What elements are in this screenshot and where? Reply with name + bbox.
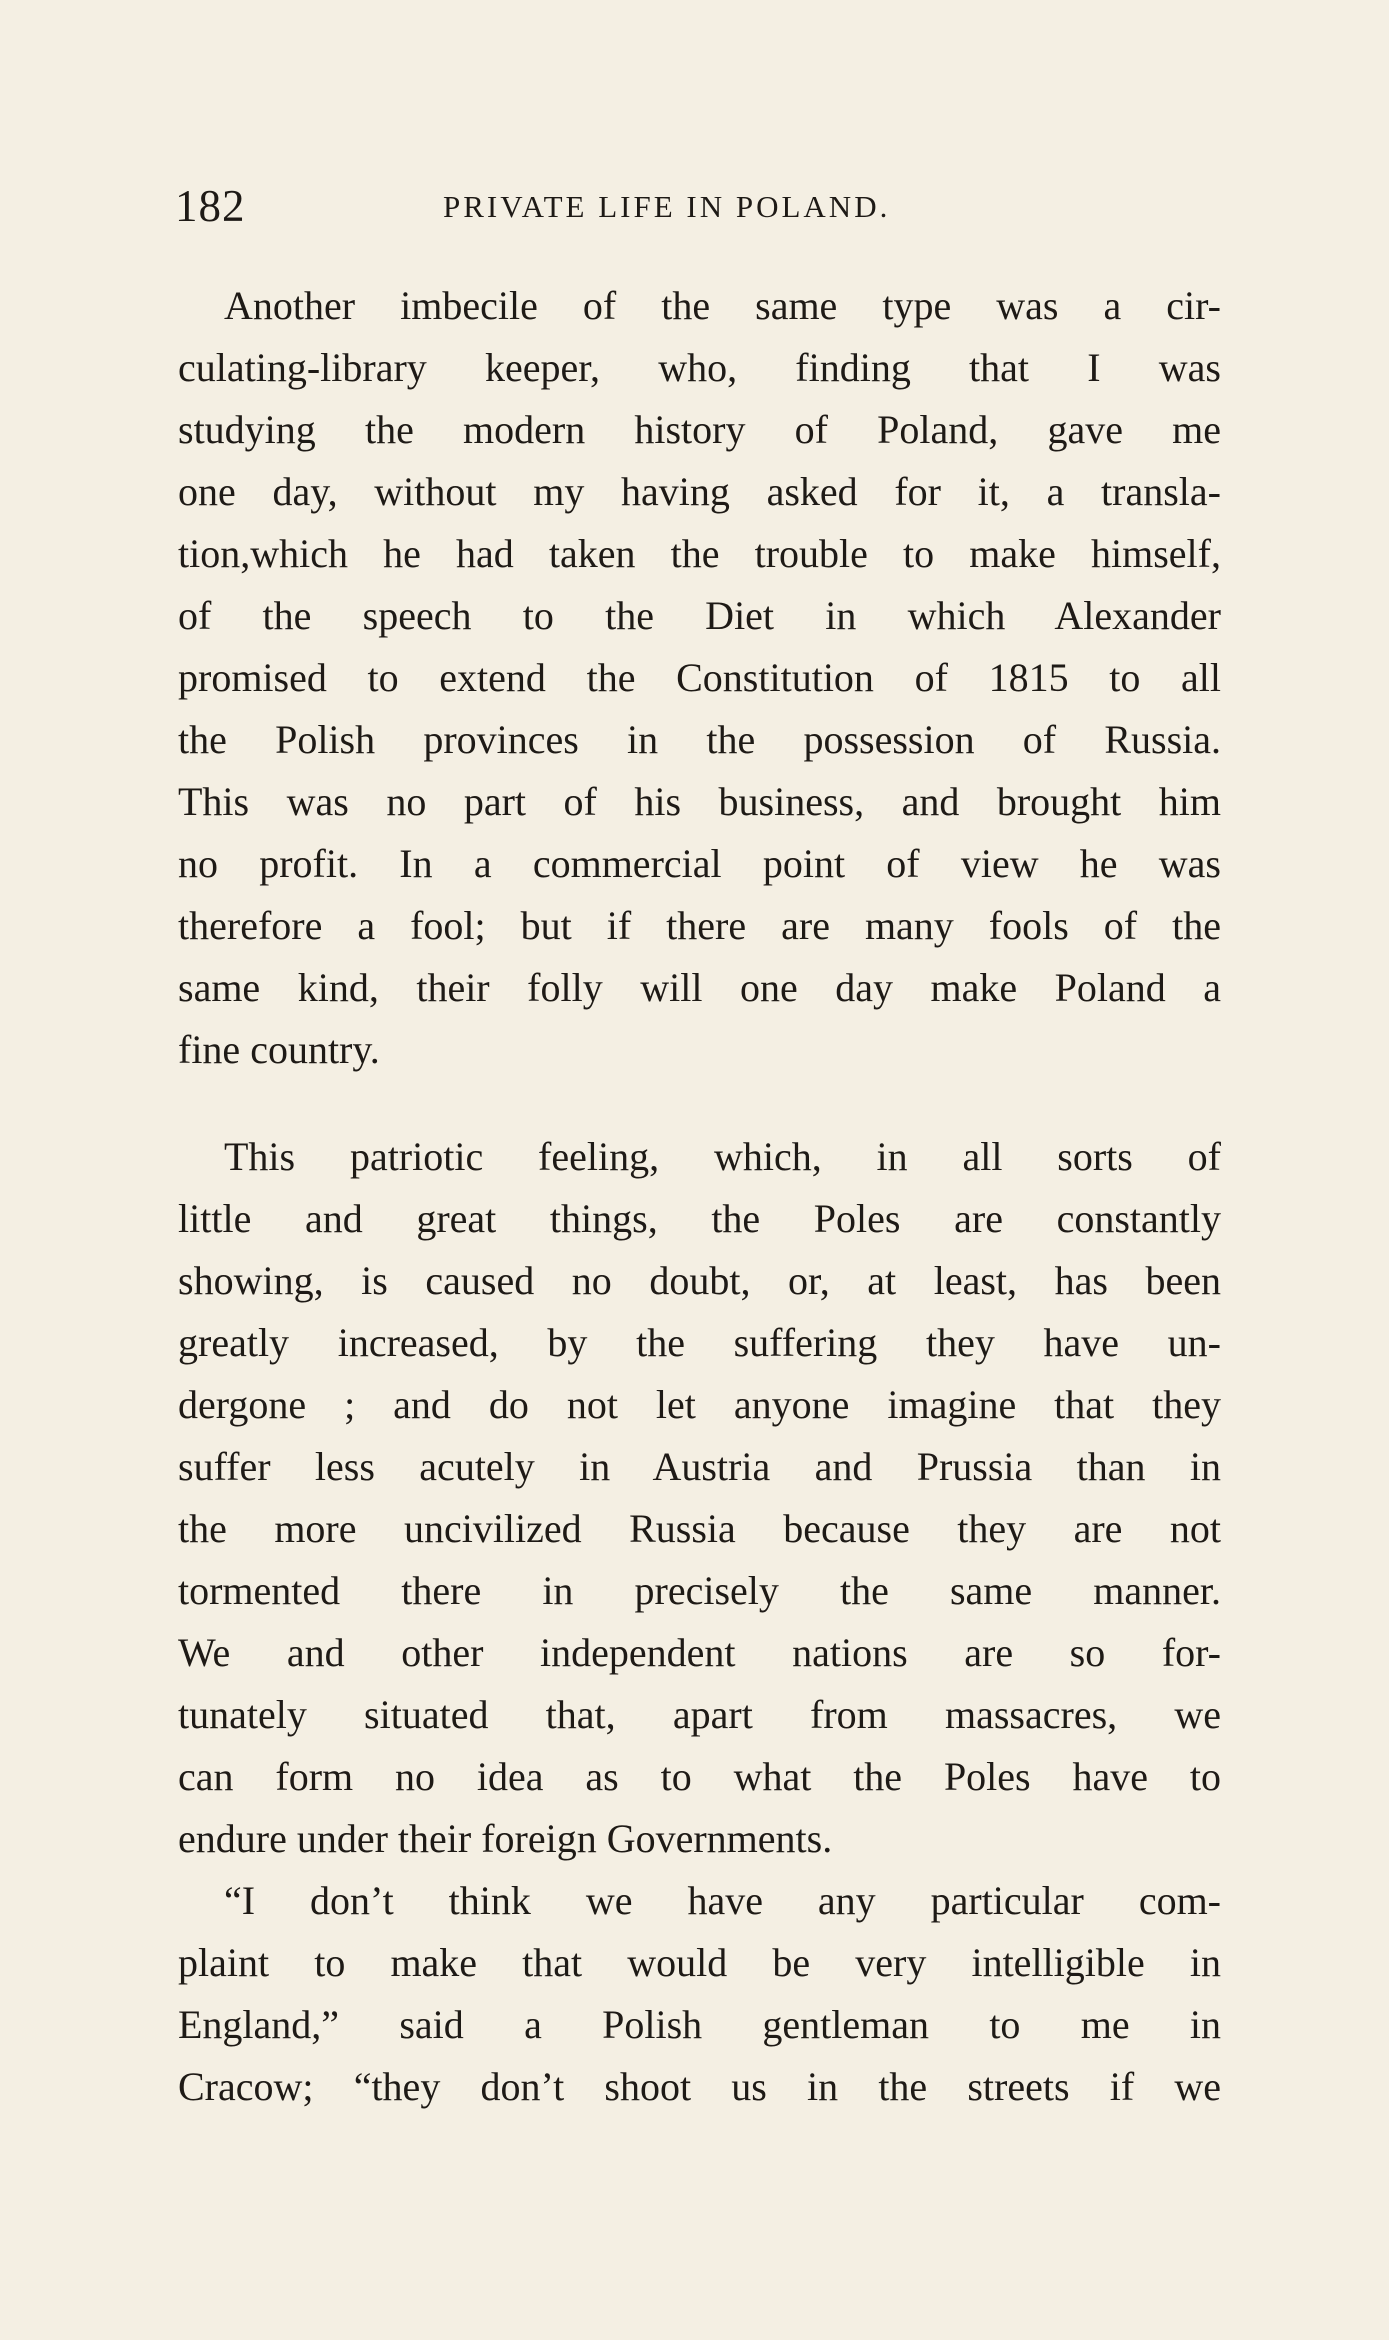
text-line: England,” said a Polish gentleman to me in bbox=[178, 2002, 1221, 2047]
text-line: Cracow; “they don’t shoot us in the streets if we bbox=[178, 2064, 1221, 2109]
text-line: This patriotic feeling, which, in all sorts of bbox=[224, 1134, 1221, 1179]
text-line: greatly increased, by the suffering they have un- bbox=[178, 1320, 1221, 1365]
text-line: tormented there in precisely the same manner. bbox=[178, 1568, 1221, 1613]
body-text bbox=[178, 275, 1221, 2118]
text-line: fine country. bbox=[178, 1027, 380, 1072]
paragraph-3 bbox=[178, 1870, 1221, 2118]
text-line: culating-library keeper, who, finding that I was bbox=[178, 345, 1221, 390]
text-line: This was no part of his business, and brought him bbox=[178, 779, 1221, 824]
text-line: the Polish provinces in the possession of Russia. bbox=[178, 717, 1221, 762]
text-line: therefore a fool; but if there are many fools of the bbox=[178, 903, 1221, 948]
text-line: same kind, their folly will one day make Poland a bbox=[178, 965, 1221, 1010]
text-line: suffer less acutely in Austria and Prussia than in bbox=[178, 1444, 1221, 1489]
page-header bbox=[175, 176, 1225, 236]
running-title: PRIVATE LIFE IN POLAND. bbox=[443, 189, 891, 224]
paragraph-gap bbox=[178, 1081, 1221, 1126]
text-line: little and great things, the Poles are constantly bbox=[178, 1196, 1221, 1241]
page-number: 182 bbox=[175, 181, 246, 231]
text-line: showing, is caused no doubt, or, at least, has been bbox=[178, 1258, 1221, 1303]
paragraph-1 bbox=[178, 275, 1221, 1081]
text-line: Another imbecile of the same type was a cir- bbox=[224, 283, 1221, 328]
text-line: one day, without my having asked for it, a transla- bbox=[178, 469, 1221, 514]
text-line: of the speech to the Diet in which Alexander bbox=[178, 593, 1221, 638]
text-line: We and other independent nations are so for- bbox=[178, 1630, 1221, 1675]
paragraph-2 bbox=[178, 1126, 1221, 1870]
text-line: dergone ; and do not let anyone imagine that they bbox=[178, 1382, 1221, 1427]
text-line: tunately situated that, apart from massacres, we bbox=[178, 1692, 1221, 1737]
text-line: tion,which he had taken the trouble to make himself, bbox=[178, 531, 1221, 576]
text-line: “I don’t think we have any particular com- bbox=[224, 1878, 1221, 1923]
text-line: can form no idea as to what the Poles have to bbox=[178, 1754, 1221, 1799]
text-line: promised to extend the Constitution of 1815 to all bbox=[178, 655, 1221, 700]
text-line: no profit. In a commercial point of view he was bbox=[178, 841, 1221, 886]
text-line: endure under their foreign Governments. bbox=[178, 1816, 833, 1861]
text-line: the more uncivilized Russia because they are not bbox=[178, 1506, 1221, 1551]
text-line: plaint to make that would be very intelligible in bbox=[178, 1940, 1221, 1985]
text-line: studying the modern history of Poland, gave me bbox=[178, 407, 1221, 452]
